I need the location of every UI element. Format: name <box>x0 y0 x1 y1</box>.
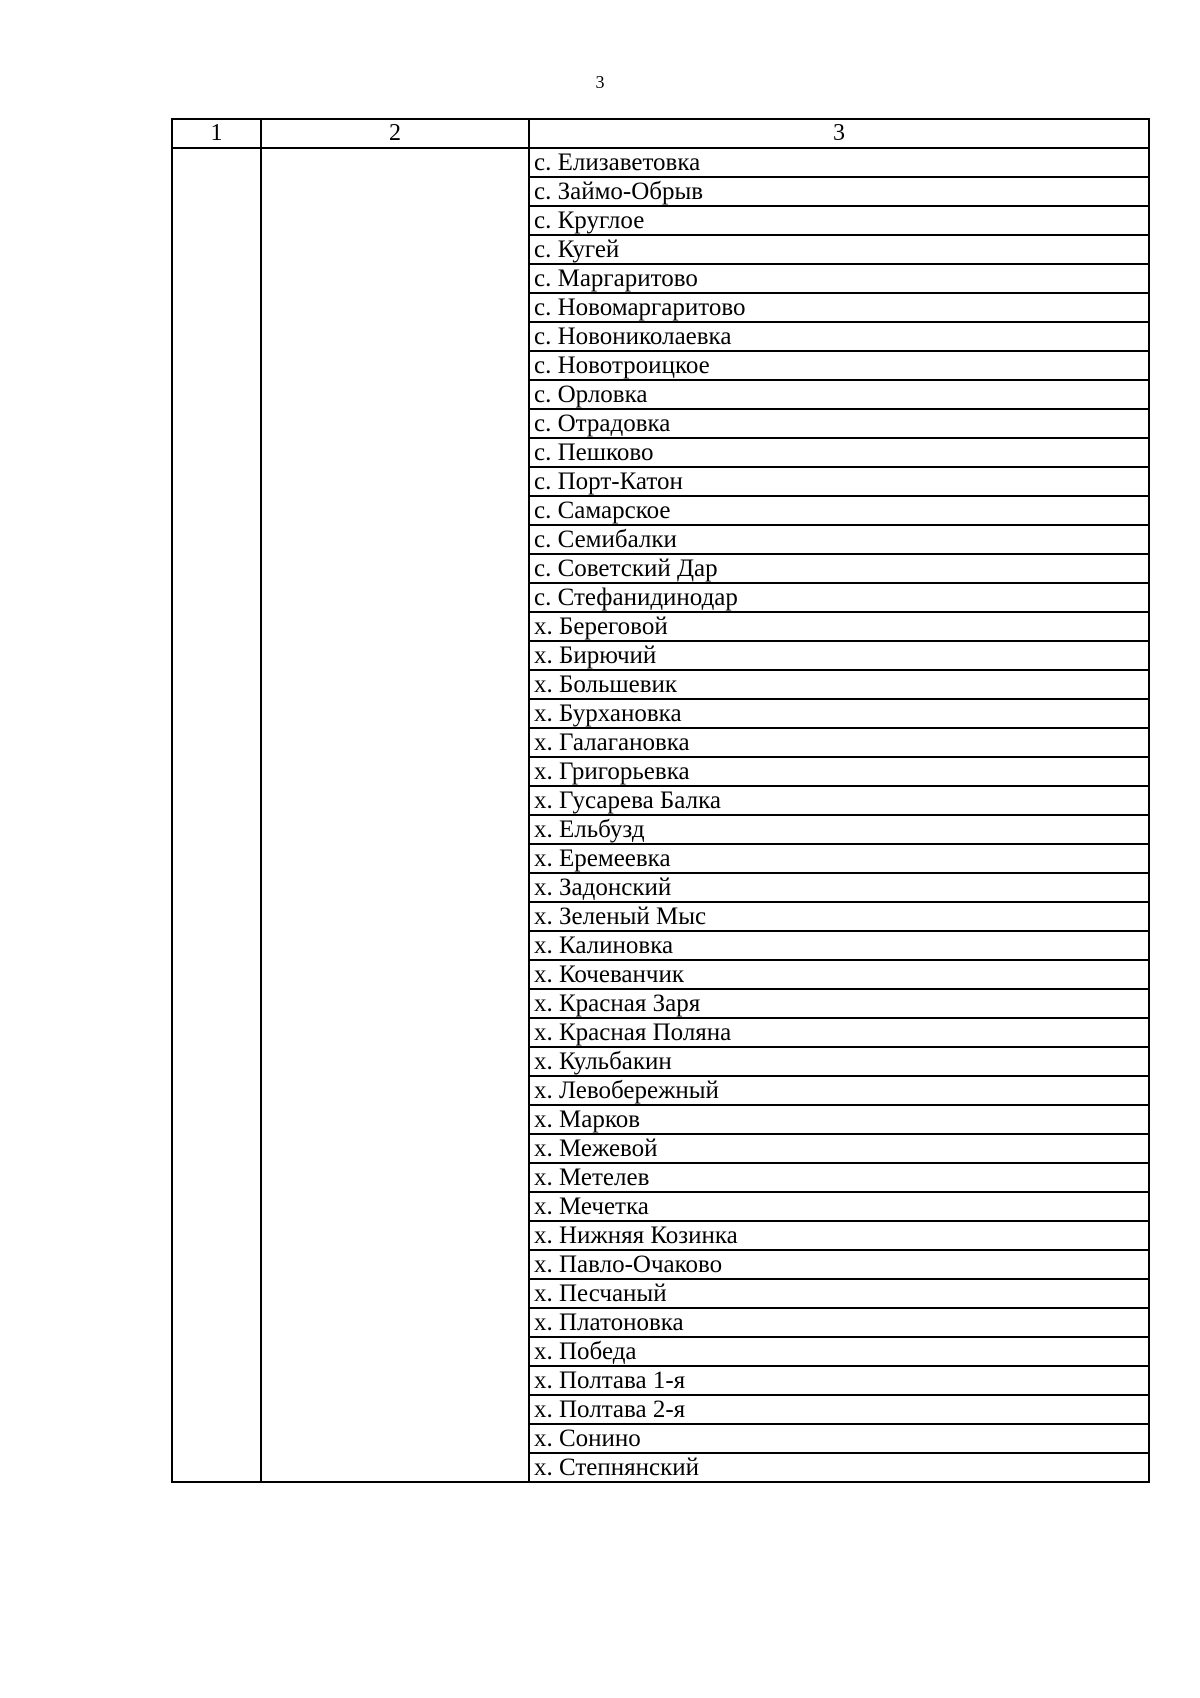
settlements-table <box>171 118 1150 1483</box>
settlement-name-cell: х. Береговой <box>529 612 1149 641</box>
settlement-name-cell: с. Елизаветовка <box>529 148 1149 177</box>
settlement-name-cell: с. Новониколаевка <box>529 322 1149 351</box>
settlement-name-cell: х. Полтава 2-я <box>529 1395 1149 1424</box>
settlement-name-cell: с. Порт-Катон <box>529 467 1149 496</box>
column-2-cell <box>261 148 529 1482</box>
column-header-3: 3 <box>529 119 1149 148</box>
settlement-name-cell: х. Бурхановка <box>529 699 1149 728</box>
settlement-name-cell: х. Платоновка <box>529 1308 1149 1337</box>
settlement-name-cell: х. Метелев <box>529 1163 1149 1192</box>
settlement-name-cell: с. Кугей <box>529 235 1149 264</box>
settlement-name-cell: х. Еремеевка <box>529 844 1149 873</box>
settlement-name-cell: х. Гусарева Балка <box>529 786 1149 815</box>
settlement-name-cell: с. Отрадовка <box>529 409 1149 438</box>
table-body <box>172 148 1149 1482</box>
settlement-name-cell: х. Мечетка <box>529 1192 1149 1221</box>
settlement-name-cell: х. Задонский <box>529 873 1149 902</box>
settlement-name-cell: с. Маргаритово <box>529 264 1149 293</box>
settlement-name-cell: с. Советский Дар <box>529 554 1149 583</box>
settlement-name-cell: с. Займо-Обрыв <box>529 177 1149 206</box>
settlement-name-cell: х. Песчаный <box>529 1279 1149 1308</box>
settlement-name-cell: х. Марков <box>529 1105 1149 1134</box>
settlement-name-cell: с. Стефанидинодар <box>529 583 1149 612</box>
settlement-name-cell: х. Григорьевка <box>529 757 1149 786</box>
settlement-name-cell: х. Нижняя Козинка <box>529 1221 1149 1250</box>
settlement-name-cell: х. Галагановка <box>529 728 1149 757</box>
settlement-name-cell: х. Бирючий <box>529 641 1149 670</box>
table-header <box>172 119 1149 148</box>
settlement-name-cell: х. Зеленый Мыс <box>529 902 1149 931</box>
column-1-cell <box>172 148 261 1482</box>
settlement-name-cell: х. Кульбакин <box>529 1047 1149 1076</box>
settlement-name-cell: с. Новомаргаритово <box>529 293 1149 322</box>
settlement-name-cell: с. Пешково <box>529 438 1149 467</box>
column-header-1: 1 <box>172 119 261 148</box>
settlement-name-cell: х. Красная Поляна <box>529 1018 1149 1047</box>
column-header-2: 2 <box>261 119 529 148</box>
settlement-name-cell: с. Семибалки <box>529 525 1149 554</box>
settlement-name-cell: х. Сонино <box>529 1424 1149 1453</box>
settlement-name-cell: х. Левобережный <box>529 1076 1149 1105</box>
settlement-name-cell: х. Ельбузд <box>529 815 1149 844</box>
settlement-name-cell: х. Победа <box>529 1337 1149 1366</box>
settlement-name-cell: с. Орловка <box>529 380 1149 409</box>
settlement-name-cell: х. Большевик <box>529 670 1149 699</box>
settlement-name-cell: х. Степнянский <box>529 1453 1149 1482</box>
settlement-name-cell: с. Самарское <box>529 496 1149 525</box>
settlement-name-cell: с. Круглое <box>529 206 1149 235</box>
settlement-name-cell: х. Межевой <box>529 1134 1149 1163</box>
page-number: 3 <box>595 72 605 92</box>
settlement-name-cell: х. Калиновка <box>529 931 1149 960</box>
header-row <box>172 119 1149 148</box>
settlement-name-cell: х. Павло-Очаково <box>529 1250 1149 1279</box>
settlement-name-cell: х. Полтава 1-я <box>529 1366 1149 1395</box>
settlement-name-cell: х. Красная Заря <box>529 989 1149 1018</box>
settlement-name-cell: х. Кочеванчик <box>529 960 1149 989</box>
settlement-name-cell: с. Новотроицкое <box>529 351 1149 380</box>
table-row <box>172 148 1149 177</box>
